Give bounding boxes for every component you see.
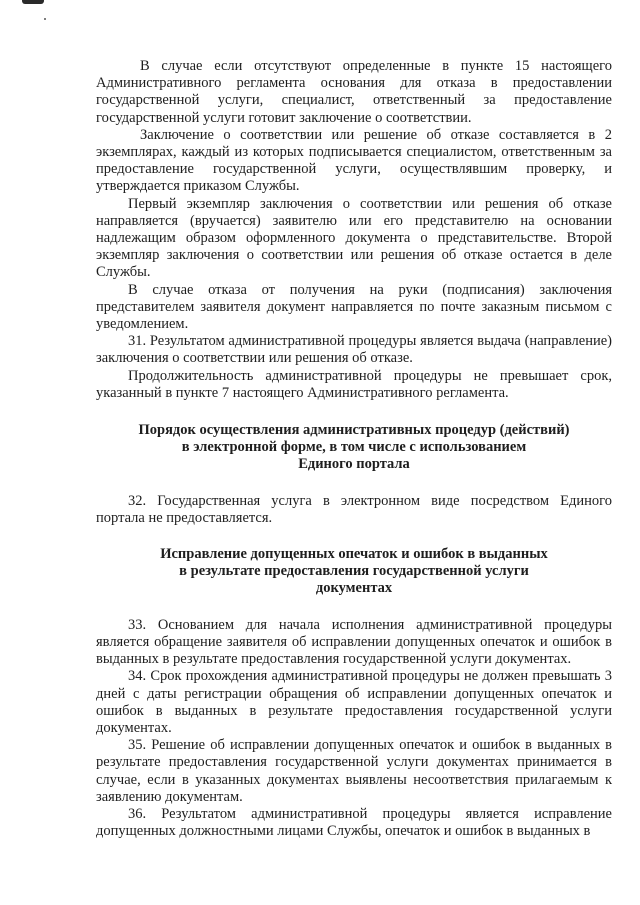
heading-electronic-form bbox=[96, 422, 612, 474]
paragraph-refusal-to-receive: В случае отказа от получения на руки (подписания) заключения представителем заявителя документ направляется по почте заказным письмом с уведомлением. bbox=[96, 281, 612, 333]
paragraph-32-electronic: 32. Государственная услуга в электронном виде посредством Единого портала не предоставляется. bbox=[96, 492, 612, 526]
paragraph-34-term: 34. Срок прохождения административной процедуры не должен превышать 3 дней с даты регистрации обращения об исправлении допущенных опечаток и ошибок в выданных в результате предоставления государственной услуги документах. bbox=[96, 668, 612, 736]
paragraph-35-decision: 35. Решение об исправлении допущенных опечаток и ошибок в выданных в результате предоставления государственной услуги документах принимается в случае, если в указанных документах выявлены несоответствия прилагаемым к заявлению документам. bbox=[96, 737, 612, 805]
scan-artifact-mark bbox=[22, 0, 44, 4]
paragraph-duration: Продолжительность административной процедуры не превышает срок, указанный в пункте 7 настоящего Административного регламента. bbox=[96, 367, 612, 401]
paragraph-no-grounds: В случае если отсутствуют определенные в пункте 15 настоящего Административного регламента основания для отказа в предоставлении государственной услуги, специалист, ответственный за предоставление государственной услуги готовит заключение о соответствии. bbox=[96, 58, 612, 126]
heading-corrections-line-2: в результате предоставления государственной услуги bbox=[179, 563, 529, 580]
heading-corrections bbox=[96, 546, 612, 598]
document-page bbox=[96, 58, 612, 840]
heading-electronic-form-line-1: Порядок осуществления административных процедур (действий) bbox=[138, 422, 570, 439]
paragraph-36-result: 36. Результатом административной процедуры является исправление допущенных должностными лицами Службы, опечаток и ошибок в выданных в bbox=[96, 805, 612, 840]
heading-corrections-line-3: документах bbox=[315, 580, 393, 597]
paragraph-31-result: 31. Результатом административной процедуры является выдача (направление) заключения о соответствии или решения об отказе. bbox=[96, 333, 612, 367]
scan-artifact-dot bbox=[44, 18, 46, 20]
heading-corrections-line-1: Исправление допущенных опечаток и ошибок в выданных bbox=[160, 546, 548, 563]
heading-electronic-form-line-3: Единого портала bbox=[298, 456, 410, 473]
paragraph-33-basis: 33. Основанием для начала исполнения административной процедуры является обращение заявителя об исправлении допущенных опечаток и ошибок в выданных в результате предоставления государственной услуги документах. bbox=[96, 616, 612, 668]
paragraph-first-copy: Первый экземпляр заключения о соответствии или решения об отказе направляется (вручается) заявителю или его представителю на основании надлежащим образом оформленного документа о представительстве. Второй экземпляр заключения о соответствии или решения об отказе остается в деле Службы. bbox=[96, 195, 612, 281]
heading-electronic-form-line-2: в электронной форме, в том числе с использованием bbox=[181, 439, 527, 456]
paragraph-conclusion-copies: Заключение о соответствии или решение об отказе составляется в 2 экземплярах, каждый из которых подписывается специалистом, ответственным за предоставление государственной услуги, осуществлявшим проверку, и утверждается приказом Службы. bbox=[96, 126, 612, 195]
